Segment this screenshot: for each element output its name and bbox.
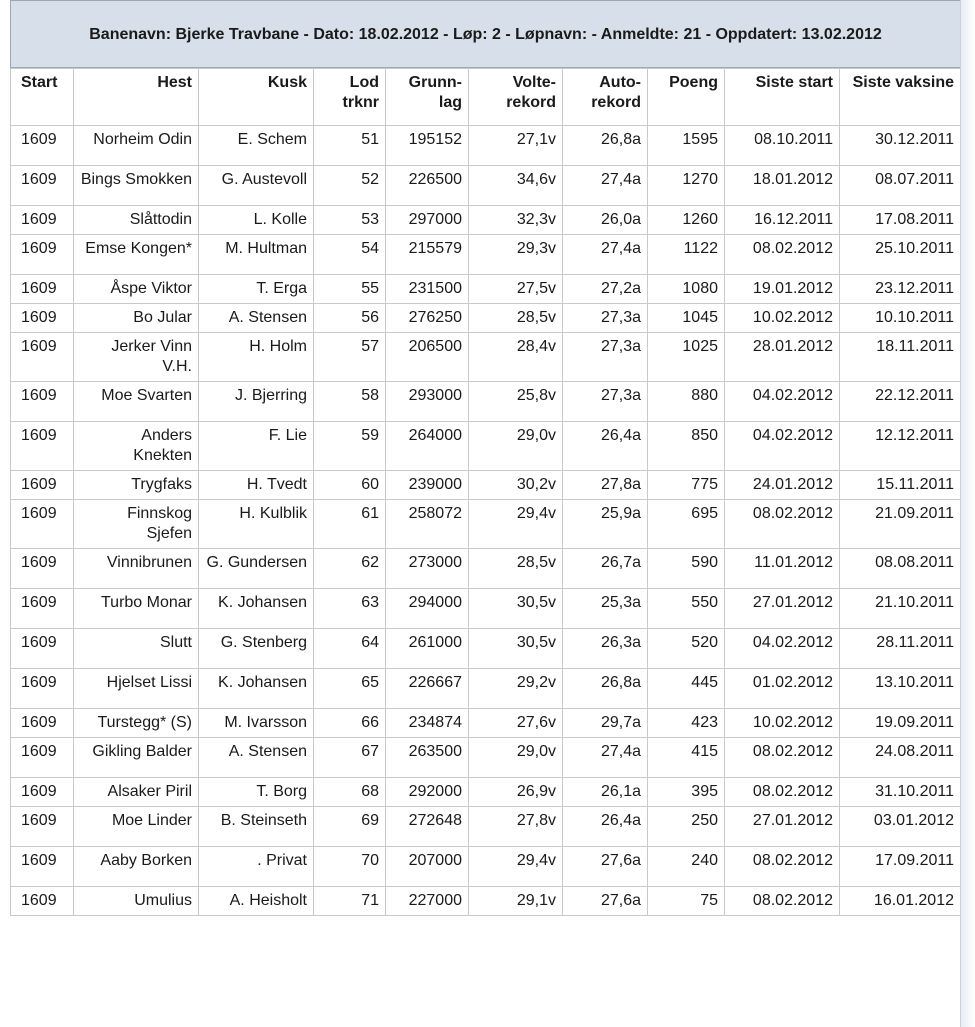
table-row: [11, 500, 961, 549]
cell-lod: 52: [314, 166, 386, 206]
cell-kusk: H. Kulblik: [199, 500, 314, 549]
cell-kusk: K. Johansen: [199, 589, 314, 629]
cell-siste-vaksine: 13.10.2011: [840, 669, 961, 709]
cell-volterekord: 29,1v: [469, 887, 563, 916]
header-siste-vaksine: Siste vaksine: [840, 69, 961, 126]
cell-siste-start: 08.02.2012: [725, 235, 840, 275]
cell-autorekord: 26,3a: [563, 629, 648, 669]
table-row: [11, 166, 961, 206]
cell-grunnlag: 297000: [386, 206, 469, 235]
cell-kusk: T. Borg: [199, 778, 314, 807]
cell-start: 1609: [11, 333, 74, 382]
cell-volterekord: 29,4v: [469, 500, 563, 549]
cell-hest: Bo Jular: [74, 304, 199, 333]
cell-poeng: 445: [648, 669, 725, 709]
cell-volterekord: 26,9v: [469, 778, 563, 807]
cell-lod: 65: [314, 669, 386, 709]
cell-grunnlag: 239000: [386, 471, 469, 500]
cell-autorekord: 26,8a: [563, 126, 648, 166]
cell-lod: 57: [314, 333, 386, 382]
cell-autorekord: 26,0a: [563, 206, 648, 235]
cell-kusk: A. Stensen: [199, 738, 314, 778]
cell-start: 1609: [11, 738, 74, 778]
cell-siste-vaksine: 28.11.2011: [840, 629, 961, 669]
cell-poeng: 1595: [648, 126, 725, 166]
cell-kusk: J. Bjerring: [199, 382, 314, 422]
cell-start: 1609: [11, 669, 74, 709]
cell-lod: 56: [314, 304, 386, 333]
cell-volterekord: 29,2v: [469, 669, 563, 709]
table-row: [11, 333, 961, 382]
cell-autorekord: 26,8a: [563, 669, 648, 709]
cell-volterekord: 28,5v: [469, 304, 563, 333]
cell-kusk: G. Stenberg: [199, 629, 314, 669]
cell-lod: 54: [314, 235, 386, 275]
cell-autorekord: 25,3a: [563, 589, 648, 629]
cell-kusk: L. Kolle: [199, 206, 314, 235]
cell-grunnlag: 272648: [386, 807, 469, 847]
table-row: [11, 589, 961, 629]
cell-autorekord: 27,3a: [563, 304, 648, 333]
cell-grunnlag: 227000: [386, 887, 469, 916]
cell-start: 1609: [11, 206, 74, 235]
cell-siste-vaksine: 21.09.2011: [840, 500, 961, 549]
table-row: [11, 778, 961, 807]
table-row: [11, 471, 961, 500]
cell-grunnlag: 226667: [386, 669, 469, 709]
cell-hest: Jerker Vinn V.H.: [74, 333, 199, 382]
cell-volterekord: 30,5v: [469, 629, 563, 669]
header-hest: Hest: [74, 69, 199, 126]
cell-siste-start: 08.02.2012: [725, 738, 840, 778]
cell-volterekord: 29,0v: [469, 738, 563, 778]
cell-hest: Slutt: [74, 629, 199, 669]
cell-hest: Umulius: [74, 887, 199, 916]
cell-start: 1609: [11, 275, 74, 304]
cell-siste-vaksine: 23.12.2011: [840, 275, 961, 304]
cell-siste-vaksine: 30.12.2011: [840, 126, 961, 166]
cell-autorekord: 27,8a: [563, 471, 648, 500]
cell-siste-start: 08.02.2012: [725, 847, 840, 887]
cell-autorekord: 25,9a: [563, 500, 648, 549]
cell-grunnlag: 258072: [386, 500, 469, 549]
cell-hest: Alsaker Piril: [74, 778, 199, 807]
cell-kusk: G. Austevoll: [199, 166, 314, 206]
table-row: [11, 887, 961, 916]
cell-start: 1609: [11, 589, 74, 629]
cell-siste-start: 10.02.2012: [725, 304, 840, 333]
cell-start: 1609: [11, 304, 74, 333]
cell-lod: 53: [314, 206, 386, 235]
cell-lod: 63: [314, 589, 386, 629]
cell-volterekord: 27,1v: [469, 126, 563, 166]
cell-start: 1609: [11, 126, 74, 166]
cell-autorekord: 26,1a: [563, 778, 648, 807]
cell-grunnlag: 215579: [386, 235, 469, 275]
cell-start: 1609: [11, 629, 74, 669]
cell-lod: 59: [314, 422, 386, 471]
table-row: [11, 382, 961, 422]
cell-volterekord: 27,6v: [469, 709, 563, 738]
cell-siste-start: 10.02.2012: [725, 709, 840, 738]
race-entries-table: [10, 0, 960, 916]
header-start: Start: [11, 69, 74, 126]
cell-start: 1609: [11, 549, 74, 589]
cell-poeng: 1025: [648, 333, 725, 382]
cell-autorekord: 27,2a: [563, 275, 648, 304]
header-autorekord: Auto-rekord: [563, 69, 648, 126]
cell-kusk: A. Heisholt: [199, 887, 314, 916]
cell-poeng: 1080: [648, 275, 725, 304]
cell-hest: Trygfaks: [74, 471, 199, 500]
cell-hest: Turbo Monar: [74, 589, 199, 629]
cell-siste-vaksine: 24.08.2011: [840, 738, 961, 778]
cell-siste-vaksine: 08.08.2011: [840, 549, 961, 589]
table-row: [11, 422, 961, 471]
cell-volterekord: 30,5v: [469, 589, 563, 629]
cell-siste-start: 18.01.2012: [725, 166, 840, 206]
table-row: [11, 669, 961, 709]
cell-hest: Bings Smokken: [74, 166, 199, 206]
header-grunnlag: Grunn-lag: [386, 69, 469, 126]
cell-lod: 51: [314, 126, 386, 166]
cell-start: 1609: [11, 887, 74, 916]
table-row: [11, 738, 961, 778]
cell-volterekord: 28,5v: [469, 549, 563, 589]
cell-kusk: H. Holm: [199, 333, 314, 382]
cell-grunnlag: 261000: [386, 629, 469, 669]
cell-hest: Vinnibrunen: [74, 549, 199, 589]
cell-volterekord: 29,4v: [469, 847, 563, 887]
cell-lod: 70: [314, 847, 386, 887]
cell-grunnlag: 293000: [386, 382, 469, 422]
header-lod: Lod trknr: [314, 69, 386, 126]
cell-kusk: M. Hultman: [199, 235, 314, 275]
cell-start: 1609: [11, 471, 74, 500]
cell-kusk: E. Schem: [199, 126, 314, 166]
table-row: [11, 275, 961, 304]
cell-lod: 68: [314, 778, 386, 807]
cell-volterekord: 25,8v: [469, 382, 563, 422]
cell-lod: 62: [314, 549, 386, 589]
cell-lod: 67: [314, 738, 386, 778]
cell-siste-start: 04.02.2012: [725, 422, 840, 471]
cell-lod: 66: [314, 709, 386, 738]
cell-grunnlag: 276250: [386, 304, 469, 333]
cell-lod: 71: [314, 887, 386, 916]
cell-start: 1609: [11, 422, 74, 471]
cell-siste-vaksine: 17.09.2011: [840, 847, 961, 887]
cell-grunnlag: 231500: [386, 275, 469, 304]
cell-autorekord: 27,6a: [563, 847, 648, 887]
cell-volterekord: 30,2v: [469, 471, 563, 500]
cell-autorekord: 27,4a: [563, 738, 648, 778]
cell-siste-vaksine: 08.07.2011: [840, 166, 961, 206]
header-row: [11, 69, 961, 126]
cell-start: 1609: [11, 709, 74, 738]
cell-autorekord: 29,7a: [563, 709, 648, 738]
table-title-text: Banenavn: Bjerke Travbane - Dato: 18.02.2012 - Løp: 2 - Løpnavn: - Anmeldte: 21 - Oppdatert: 13.02.2012: [89, 26, 882, 43]
cell-poeng: 1270: [648, 166, 725, 206]
cell-kusk: A. Stensen: [199, 304, 314, 333]
cell-hest: Anders Knekten: [74, 422, 199, 471]
cell-grunnlag: 273000: [386, 549, 469, 589]
cell-grunnlag: 292000: [386, 778, 469, 807]
header-kusk: Kusk: [199, 69, 314, 126]
cell-kusk: H. Tvedt: [199, 471, 314, 500]
cell-siste-start: 28.01.2012: [725, 333, 840, 382]
cell-start: 1609: [11, 500, 74, 549]
table-row: [11, 629, 961, 669]
cell-siste-vaksine: 10.10.2011: [840, 304, 961, 333]
cell-poeng: 423: [648, 709, 725, 738]
cell-siste-vaksine: 17.08.2011: [840, 206, 961, 235]
table-row: [11, 206, 961, 235]
cell-hest: Gikling Balder: [74, 738, 199, 778]
cell-start: 1609: [11, 807, 74, 847]
cell-siste-vaksine: 19.09.2011: [840, 709, 961, 738]
header-siste-start: Siste start: [725, 69, 840, 126]
cell-lod: 64: [314, 629, 386, 669]
cell-hest: Norheim Odin: [74, 126, 199, 166]
cell-poeng: 250: [648, 807, 725, 847]
table-row: [11, 235, 961, 275]
cell-siste-start: 24.01.2012: [725, 471, 840, 500]
cell-grunnlag: 206500: [386, 333, 469, 382]
cell-grunnlag: 263500: [386, 738, 469, 778]
cell-autorekord: 27,3a: [563, 382, 648, 422]
cell-lod: 69: [314, 807, 386, 847]
table-row: [11, 847, 961, 887]
cell-volterekord: 27,8v: [469, 807, 563, 847]
cell-poeng: 550: [648, 589, 725, 629]
cell-kusk: G. Gundersen: [199, 549, 314, 589]
cell-poeng: 395: [648, 778, 725, 807]
cell-volterekord: 28,4v: [469, 333, 563, 382]
cell-lod: 61: [314, 500, 386, 549]
cell-volterekord: 29,0v: [469, 422, 563, 471]
cell-start: 1609: [11, 235, 74, 275]
cell-siste-start: 08.10.2011: [725, 126, 840, 166]
cell-grunnlag: 226500: [386, 166, 469, 206]
cell-siste-start: 01.02.2012: [725, 669, 840, 709]
cell-volterekord: 34,6v: [469, 166, 563, 206]
cell-autorekord: 27,4a: [563, 166, 648, 206]
cell-autorekord: 26,4a: [563, 422, 648, 471]
cell-grunnlag: 207000: [386, 847, 469, 887]
cell-poeng: 415: [648, 738, 725, 778]
cell-siste-start: 27.01.2012: [725, 807, 840, 847]
cell-siste-start: 27.01.2012: [725, 589, 840, 629]
cell-grunnlag: 294000: [386, 589, 469, 629]
window-edge: [960, 0, 975, 1027]
cell-siste-vaksine: 31.10.2011: [840, 778, 961, 807]
cell-volterekord: 29,3v: [469, 235, 563, 275]
cell-autorekord: 27,6a: [563, 887, 648, 916]
table-title: [10, 0, 960, 68]
cell-lod: 60: [314, 471, 386, 500]
cell-autorekord: 26,4a: [563, 807, 648, 847]
cell-kusk: T. Erga: [199, 275, 314, 304]
header-volterekord: Volte-rekord: [469, 69, 563, 126]
cell-grunnlag: 195152: [386, 126, 469, 166]
table-row: [11, 807, 961, 847]
cell-hest: Hjelset Lissi: [74, 669, 199, 709]
cell-siste-start: 04.02.2012: [725, 629, 840, 669]
cell-poeng: 1260: [648, 206, 725, 235]
cell-siste-vaksine: 21.10.2011: [840, 589, 961, 629]
cell-siste-start: 08.02.2012: [725, 778, 840, 807]
cell-poeng: 520: [648, 629, 725, 669]
cell-kusk: . Privat: [199, 847, 314, 887]
cell-poeng: 590: [648, 549, 725, 589]
cell-poeng: 775: [648, 471, 725, 500]
cell-kusk: M. Ivarsson: [199, 709, 314, 738]
cell-siste-vaksine: 03.01.2012: [840, 807, 961, 847]
cell-lod: 55: [314, 275, 386, 304]
cell-volterekord: 32,3v: [469, 206, 563, 235]
cell-grunnlag: 264000: [386, 422, 469, 471]
cell-kusk: K. Johansen: [199, 669, 314, 709]
cell-hest: Aaby Borken: [74, 847, 199, 887]
cell-kusk: F. Lie: [199, 422, 314, 471]
cell-siste-vaksine: 12.12.2011: [840, 422, 961, 471]
cell-poeng: 75: [648, 887, 725, 916]
cell-siste-vaksine: 22.12.2011: [840, 382, 961, 422]
table-body: [11, 126, 961, 916]
cell-siste-start: 08.02.2012: [725, 887, 840, 916]
cell-kusk: B. Steinseth: [199, 807, 314, 847]
table-row: [11, 709, 961, 738]
cell-hest: Åspe Viktor: [74, 275, 199, 304]
cell-siste-start: 16.12.2011: [725, 206, 840, 235]
cell-hest: Emse Kongen*: [74, 235, 199, 275]
table-row: [11, 126, 961, 166]
cell-siste-start: 11.01.2012: [725, 549, 840, 589]
cell-siste-start: 19.01.2012: [725, 275, 840, 304]
cell-siste-vaksine: 15.11.2011: [840, 471, 961, 500]
cell-siste-start: 04.02.2012: [725, 382, 840, 422]
table-container: [10, 0, 960, 1027]
cell-start: 1609: [11, 382, 74, 422]
cell-siste-start: 08.02.2012: [725, 500, 840, 549]
table-row: [11, 549, 961, 589]
cell-siste-vaksine: 16.01.2012: [840, 887, 961, 916]
cell-hest: Finnskog Sjefen: [74, 500, 199, 549]
cell-autorekord: 26,7a: [563, 549, 648, 589]
cell-poeng: 1122: [648, 235, 725, 275]
cell-hest: Slåttodin: [74, 206, 199, 235]
cell-hest: Moe Svarten: [74, 382, 199, 422]
cell-start: 1609: [11, 778, 74, 807]
cell-poeng: 850: [648, 422, 725, 471]
cell-siste-vaksine: 25.10.2011: [840, 235, 961, 275]
cell-autorekord: 27,4a: [563, 235, 648, 275]
table-row: [11, 304, 961, 333]
header-poeng: Poeng: [648, 69, 725, 126]
cell-volterekord: 27,5v: [469, 275, 563, 304]
cell-poeng: 695: [648, 500, 725, 549]
cell-hest: Moe Linder: [74, 807, 199, 847]
cell-grunnlag: 234874: [386, 709, 469, 738]
cell-start: 1609: [11, 847, 74, 887]
cell-autorekord: 27,3a: [563, 333, 648, 382]
cell-poeng: 240: [648, 847, 725, 887]
cell-lod: 58: [314, 382, 386, 422]
cell-poeng: 880: [648, 382, 725, 422]
cell-siste-vaksine: 18.11.2011: [840, 333, 961, 382]
cell-start: 1609: [11, 166, 74, 206]
cell-hest: Turstegg* (S): [74, 709, 199, 738]
cell-poeng: 1045: [648, 304, 725, 333]
